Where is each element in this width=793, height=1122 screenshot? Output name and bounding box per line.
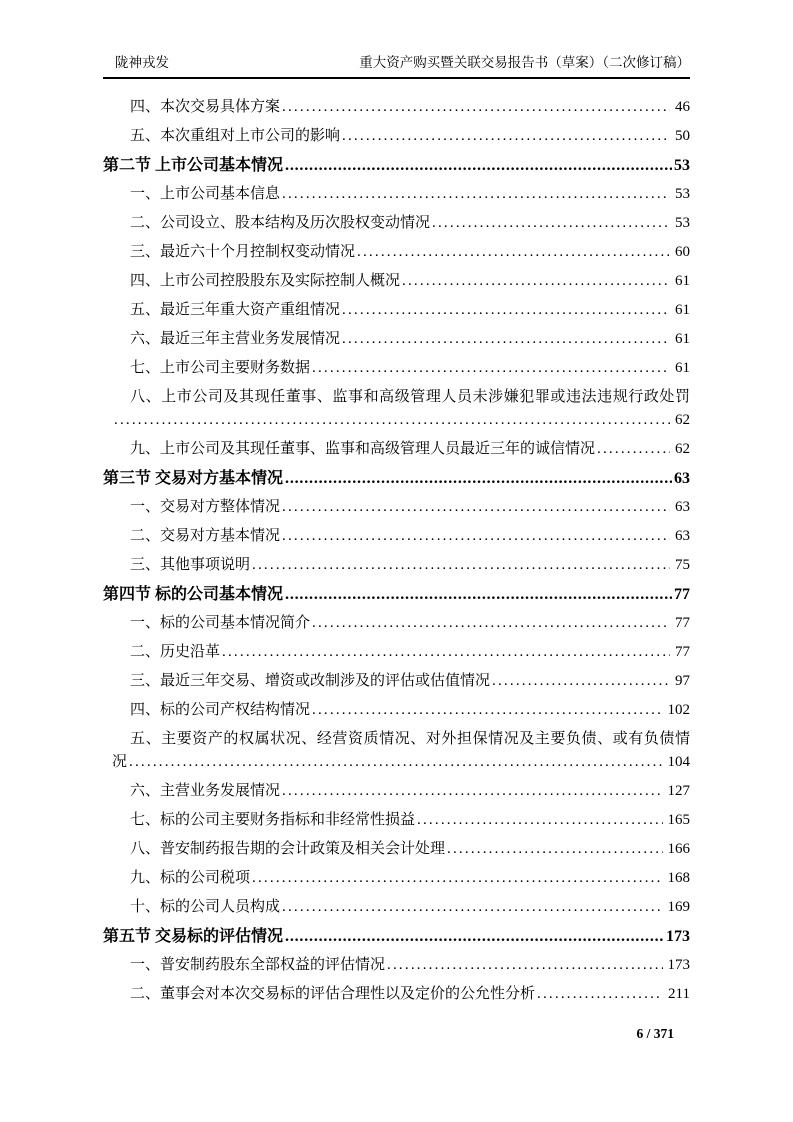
toc-item-entry[interactable] xyxy=(103,496,690,519)
toc-page-number: 127 xyxy=(667,783,690,799)
toc-entry-row xyxy=(103,496,690,519)
toc-entry-title: 第三节 交易对方基本情况 xyxy=(103,470,284,487)
toc-leader-dots xyxy=(342,299,670,322)
toc-entry-row xyxy=(103,641,690,664)
toc-item-entry[interactable] xyxy=(103,728,690,774)
toc-page-number: 166 xyxy=(667,841,690,857)
toc-section-entry[interactable] xyxy=(103,583,690,606)
toc-item-entry[interactable] xyxy=(103,641,690,664)
toc-entry-row xyxy=(103,809,690,832)
toc-item-entry[interactable] xyxy=(103,386,690,432)
toc-entry-row xyxy=(103,699,690,722)
toc-entry-row xyxy=(103,780,690,803)
toc-page-number: 61 xyxy=(675,360,690,376)
toc-item-entry[interactable] xyxy=(103,525,690,548)
toc-section-entry[interactable] xyxy=(103,925,690,948)
toc-item-entry[interactable] xyxy=(103,270,690,293)
toc-item-entry[interactable] xyxy=(103,670,690,693)
toc-item-entry[interactable] xyxy=(103,183,690,206)
toc-entry-title: 一、上市公司基本信息 xyxy=(130,186,281,202)
toc-item-entry[interactable] xyxy=(103,809,690,832)
toc-page-number: 63 xyxy=(675,499,690,515)
toc-entry-row xyxy=(103,954,690,977)
toc-leader-dots xyxy=(282,96,670,119)
header-report-title: 重大资产购买暨关联交易报告书（草案）（二次修订稿） xyxy=(359,55,690,70)
toc-entry-title: 一、交易对方整体情况 xyxy=(130,499,281,515)
toc-entry-row xyxy=(103,583,690,606)
toc-entry-title: 四、上市公司控股股东及实际控制人概况 xyxy=(130,273,401,289)
toc-page-number: 63 xyxy=(674,470,690,487)
toc-page-number: 60 xyxy=(675,244,690,260)
toc-entry-row xyxy=(103,838,690,861)
toc-leader-dots xyxy=(447,838,662,861)
toc-item-entry[interactable] xyxy=(103,299,690,322)
toc-item-entry[interactable] xyxy=(103,96,690,119)
toc-entry-row xyxy=(103,670,690,693)
toc-entry-title: 一、普安制药股东全部权益的评估情况 xyxy=(130,957,386,973)
toc-page-number: 46 xyxy=(675,99,690,115)
toc-page-number: 53 xyxy=(674,157,690,174)
toc-page-number: 53 xyxy=(675,186,690,202)
toc-entry-row xyxy=(103,867,690,890)
toc-item-entry[interactable] xyxy=(103,612,690,635)
toc-leader-dots xyxy=(285,467,672,490)
toc-entry-row xyxy=(103,554,690,577)
toc-entry-title: 二、公司设立、股本结构及历次股权变动情况 xyxy=(130,215,431,231)
toc-entry-row xyxy=(103,212,690,235)
toc-item-entry[interactable] xyxy=(103,867,690,890)
toc-entry-row xyxy=(103,525,690,548)
toc-page-number: 97 xyxy=(675,673,690,689)
toc-item-entry[interactable] xyxy=(103,983,690,1006)
toc-entry-title: 七、标的公司主要财务指标和非经常性损益 xyxy=(130,812,416,828)
toc-entry-title: 八、上市公司及其现任董事、监事和高级管理人员未涉嫌犯罪或违法违规行政处罚 xyxy=(130,389,690,405)
toc-item-entry[interactable] xyxy=(103,212,690,235)
toc-section-entry[interactable] xyxy=(103,467,690,490)
page-header xyxy=(103,55,690,79)
page-number-indicator: 6 / 371 xyxy=(636,1026,674,1041)
toc-page-number: 61 xyxy=(675,331,690,347)
toc-leader-dots xyxy=(282,896,662,919)
toc-page-number: 77 xyxy=(675,615,690,631)
toc-leader-dots xyxy=(432,212,670,235)
toc-entry-row xyxy=(103,438,690,461)
toc-page-number: 61 xyxy=(675,302,690,318)
toc-entry-row xyxy=(103,328,690,351)
toc-leader-dots xyxy=(597,438,670,461)
toc-item-entry[interactable] xyxy=(103,241,690,264)
toc-leader-dots xyxy=(402,270,670,293)
toc-leader-dots xyxy=(252,554,670,577)
toc-page-number: 62 xyxy=(675,412,690,428)
toc-item-entry[interactable] xyxy=(103,896,690,919)
toc-leader-dots xyxy=(492,670,670,693)
toc-item-entry[interactable] xyxy=(103,328,690,351)
toc-page-number: 169 xyxy=(667,899,690,915)
toc-leader-dots xyxy=(537,983,663,1006)
toc-entry-row xyxy=(103,357,690,380)
toc-page-number: 211 xyxy=(668,986,690,1002)
toc-entry-continuation xyxy=(103,751,690,774)
toc-entry-row xyxy=(103,467,690,490)
toc-page-number: 104 xyxy=(667,754,690,770)
toc-item-entry[interactable] xyxy=(103,125,690,148)
toc-entry-title: 五、最近三年重大资产重组情况 xyxy=(130,302,341,318)
toc-page-number: 77 xyxy=(674,586,690,603)
toc-entry-title: 五、主要资产的权属状况、经营资质情况、对外担保情况及主要负债、或有负债情 xyxy=(130,731,690,747)
toc-page-number: 165 xyxy=(667,812,690,828)
toc-entry-title: 十、标的公司人员构成 xyxy=(130,899,281,915)
toc-entry-title: 五、本次重组对上市公司的影响 xyxy=(130,128,341,144)
toc-entry-row xyxy=(103,896,690,919)
toc-entry-title: 第二节 上市公司基本情况 xyxy=(103,157,284,174)
toc-item-entry[interactable] xyxy=(103,838,690,861)
toc-leader-dots xyxy=(285,154,672,177)
toc-entry-title: 四、本次交易具体方案 xyxy=(130,99,281,115)
toc-entry-row xyxy=(103,183,690,206)
toc-item-entry[interactable] xyxy=(103,357,690,380)
toc-leader-dots xyxy=(252,867,662,890)
toc-entry-continuation xyxy=(103,409,690,432)
toc-page-number: 61 xyxy=(675,273,690,289)
toc-entry-title-continued: 况 xyxy=(112,754,128,770)
toc-leader-dots xyxy=(285,583,672,606)
toc-page-number: 63 xyxy=(675,528,690,544)
toc-item-entry[interactable] xyxy=(103,438,690,461)
toc-page-number: 168 xyxy=(667,870,690,886)
toc-entry-title: 九、标的公司税项 xyxy=(130,870,251,886)
toc-entry-row xyxy=(103,154,690,177)
toc-item-entry[interactable] xyxy=(103,554,690,577)
toc-entry-row xyxy=(103,612,690,635)
toc-leader-dots xyxy=(222,641,670,664)
toc-leader-dots xyxy=(129,751,662,774)
toc-leader-dots xyxy=(342,125,670,148)
toc-leader-dots xyxy=(312,699,662,722)
toc-leader-dots xyxy=(417,809,662,832)
toc-entry-row xyxy=(103,983,690,1006)
toc-entry-title: 二、董事会对本次交易标的评估合理性以及定价的公允性分析 xyxy=(130,986,536,1002)
toc-page-number: 50 xyxy=(675,128,690,144)
toc-entry-title: 六、最近三年主营业务发展情况 xyxy=(130,331,341,347)
toc-page-number: 75 xyxy=(675,557,690,573)
toc-page-number: 102 xyxy=(667,702,690,718)
toc-entry-title: 三、其他事项说明 xyxy=(130,557,251,573)
toc-leader-dots xyxy=(357,241,670,264)
toc-leader-dots xyxy=(282,496,670,519)
toc-leader-dots xyxy=(312,357,670,380)
toc-entry-title: 七、上市公司主要财务数据 xyxy=(130,360,311,376)
toc-entry-title: 第五节 交易标的评估情况 xyxy=(103,928,284,945)
toc-page-number: 173 xyxy=(666,928,690,945)
toc-entry-row xyxy=(103,125,690,148)
toc-entry-row xyxy=(103,299,690,322)
toc-page-number: 53 xyxy=(675,215,690,231)
toc-entry-row xyxy=(103,241,690,264)
toc-entry-title: 九、上市公司及其现任董事、监事和高级管理人员最近三年的诚信情况 xyxy=(130,441,596,457)
toc-entry-title: 六、主营业务发展情况 xyxy=(130,783,281,799)
toc-entry-row xyxy=(103,270,690,293)
toc-entry-title: 四、标的公司产权结构情况 xyxy=(130,702,311,718)
toc-leader-dots xyxy=(114,409,670,432)
toc-leader-dots xyxy=(282,780,662,803)
toc-page-number: 77 xyxy=(675,644,690,660)
toc-entry-title: 二、交易对方基本情况 xyxy=(130,528,281,544)
toc-page-number: 173 xyxy=(667,957,690,973)
toc-leader-dots xyxy=(282,183,670,206)
toc-leader-dots xyxy=(387,954,662,977)
toc-item-entry[interactable] xyxy=(103,780,690,803)
toc-entry-title: 第四节 标的公司基本情况 xyxy=(103,586,284,603)
toc-item-entry[interactable] xyxy=(103,954,690,977)
toc-leader-dots xyxy=(342,328,670,351)
toc-leader-dots xyxy=(312,612,670,635)
toc-entry-row xyxy=(103,925,690,948)
toc-entry-title: 三、最近六十个月控制权变动情况 xyxy=(130,244,356,260)
toc-leader-dots xyxy=(285,925,664,948)
toc-section-entry[interactable] xyxy=(103,154,690,177)
toc-entry-title: 八、普安制药报告期的会计政策及相关会计处理 xyxy=(130,841,446,857)
header-company-name: 陇神戎发 xyxy=(115,55,169,70)
toc-page-number: 62 xyxy=(675,441,690,457)
toc-item-entry[interactable] xyxy=(103,699,690,722)
toc-leader-dots xyxy=(282,525,670,548)
toc-entry-title: 一、标的公司基本情况简介 xyxy=(130,615,311,631)
toc-entry-row xyxy=(103,96,690,119)
toc-entry-title: 三、最近三年交易、增资或改制涉及的评估或估值情况 xyxy=(130,673,491,689)
toc-entry-title: 二、历史沿革 xyxy=(130,644,221,660)
table-of-contents xyxy=(103,96,690,1006)
